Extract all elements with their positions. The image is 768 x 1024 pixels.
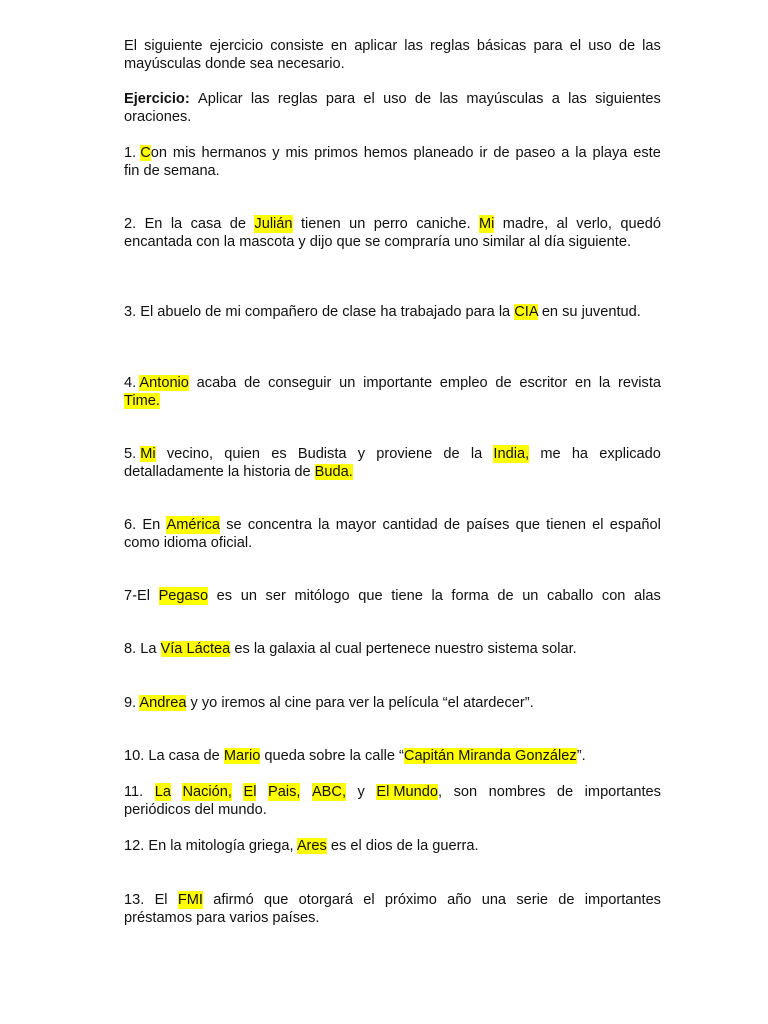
word: próximo [384, 892, 437, 908]
item-number: 1. Con [124, 145, 168, 161]
item-2-line-2: encantada con la mascota y dijo que se compraría uno similar al día siguiente. [124, 234, 632, 250]
word: mayúsculas [466, 91, 544, 107]
word: alas [634, 588, 661, 604]
word: mis [172, 145, 196, 161]
word: hemos [363, 145, 408, 161]
exercise-label: Ejercicio: [124, 91, 190, 107]
word: mis [285, 145, 309, 161]
word: paseo [515, 145, 556, 161]
word: siguientes [595, 91, 661, 107]
highlight: CIA [514, 304, 538, 320]
highlight: Vía Láctea [160, 641, 231, 657]
highlight: Nación, [182, 784, 232, 800]
intro-line-2: mayúsculas donde sea necesario. [124, 56, 345, 72]
word: consiste [270, 38, 324, 54]
word: de [493, 145, 510, 161]
word: la [431, 588, 443, 604]
word: quien [224, 446, 261, 462]
word: ser [265, 588, 286, 604]
item-11-line-2: periódicos del mundo. [124, 802, 267, 818]
word: año [447, 892, 472, 908]
word: de [443, 517, 461, 533]
highlight: Mi [140, 446, 156, 462]
highlight: América [166, 517, 220, 533]
highlight: Buda. [314, 464, 353, 480]
word: ha [571, 446, 589, 462]
word: para [325, 91, 356, 107]
word: empleo [439, 375, 488, 391]
intro-line-1 [124, 37, 661, 55]
item-number: 6. [124, 517, 137, 533]
highlight: Time. [124, 393, 160, 409]
item-1-line-2: fin de semana. [124, 163, 220, 179]
item-6-line-2: como idioma oficial. [124, 535, 253, 551]
word: casa [190, 216, 222, 232]
exercise-line-1 [124, 90, 661, 108]
word: las [439, 91, 459, 107]
highlight: Mi [478, 216, 495, 232]
highlight: FMI [177, 892, 203, 908]
item-13 [124, 891, 661, 927]
word: tiene [391, 588, 423, 604]
item-2-line-1 [124, 215, 661, 233]
word: importante [363, 375, 433, 391]
item-7 [124, 587, 661, 605]
word: reglas [430, 38, 470, 54]
word: la [598, 375, 611, 391]
item-number: 7-El [124, 588, 150, 604]
word: la [170, 216, 183, 232]
word: español [609, 517, 661, 533]
word: el [363, 91, 375, 107]
word: de [495, 375, 512, 391]
word: forma [451, 588, 489, 604]
word: un [522, 588, 539, 604]
word: en [330, 38, 348, 54]
highlight: La [154, 784, 171, 800]
word: de [229, 216, 247, 232]
word: en [574, 375, 592, 391]
item-13-line-1 [124, 891, 661, 909]
item-9 [124, 694, 661, 712]
word: al [556, 216, 568, 232]
word: que [515, 517, 540, 533]
word: En [142, 517, 161, 533]
item-number: 5. Mi [124, 446, 156, 462]
word: tienen [300, 216, 341, 232]
word: básicas [476, 38, 527, 54]
word: la [318, 517, 330, 533]
item-4-line-2 [124, 392, 661, 410]
item-6-line-1 [124, 516, 661, 534]
word: que [264, 892, 289, 908]
word: ejercicio [209, 38, 264, 54]
word: reglas [277, 91, 318, 107]
word: de [443, 446, 460, 462]
word: este [633, 145, 661, 161]
item-number: 13. [124, 892, 145, 908]
word: importantes [584, 892, 661, 908]
word: El [124, 38, 137, 54]
highlight: C [140, 145, 151, 161]
word: se [226, 517, 242, 533]
word: escritor [519, 375, 568, 391]
word: verlo, [576, 216, 612, 232]
item-13-line-2: préstamos para varios países. [124, 910, 320, 926]
word: hermanos [201, 145, 267, 161]
word: es [271, 446, 287, 462]
word: vecino, [166, 446, 214, 462]
highlight: El [243, 784, 257, 800]
item-1-line-1 [124, 144, 661, 162]
item-10-line-1: 10. La casa de Mario queda sobre la calle “Capitán Miranda González”. [124, 748, 586, 764]
word: y [357, 784, 365, 800]
item-6 [124, 516, 661, 552]
word: concentra [247, 517, 312, 533]
exercise-paragraph [124, 90, 661, 126]
word: acaba [196, 375, 237, 391]
word: perro [373, 216, 408, 232]
word: importantes [584, 784, 661, 800]
word: las [404, 38, 423, 54]
word: playa [592, 145, 628, 161]
word: países [466, 517, 510, 533]
item-11 [124, 783, 661, 819]
word: la [470, 446, 483, 462]
word: cantidad [382, 517, 438, 533]
word: el [569, 38, 582, 54]
highlight: India, [493, 446, 530, 462]
item-7-line-1 [124, 587, 661, 605]
word: que [358, 588, 383, 604]
word: y [357, 446, 366, 462]
highlight: Antonio [139, 375, 189, 391]
word: Budista [297, 446, 347, 462]
highlight: Capitán Miranda González [403, 748, 577, 764]
word: es [216, 588, 233, 604]
word: caballo [547, 588, 594, 604]
item-2 [124, 215, 661, 251]
word: para [533, 38, 563, 54]
word: conseguir [268, 375, 332, 391]
word: caniche. [416, 216, 471, 232]
word: el [363, 892, 375, 908]
item-11-line-1 [124, 783, 661, 801]
word: explicado [599, 446, 661, 462]
word: primos [314, 145, 358, 161]
word: siguiente [144, 38, 203, 54]
word: con [601, 588, 626, 604]
intro-paragraph [124, 37, 661, 73]
word: tienen [546, 517, 586, 533]
word: y [272, 145, 280, 161]
item-5-line-2: detalladamente la historia de Buda. [124, 464, 353, 480]
item-8 [124, 640, 661, 658]
word: un [349, 216, 366, 232]
word: la [575, 145, 587, 161]
word: las [568, 91, 587, 107]
word: aplicar [354, 38, 398, 54]
word: En [144, 216, 163, 232]
item-number: 4. Antonio [124, 375, 189, 391]
item-12-line-1: 12. En la mitología griega, Ares es el dios de la guerra. [124, 838, 479, 854]
word: uso [588, 38, 612, 54]
highlight: Andrea [139, 695, 187, 711]
exercise-line-2: oraciones. [124, 109, 192, 125]
highlight-group: El Mundo, [376, 784, 443, 800]
word: de [558, 892, 575, 908]
word: ir [479, 145, 488, 161]
item-12 [124, 837, 661, 855]
word: mayor [335, 517, 377, 533]
highlight: El Mundo [376, 784, 438, 800]
word: a [561, 145, 570, 161]
word: un [240, 588, 257, 604]
word: quedó [620, 216, 661, 232]
item-3-line-1: 3. El abuelo de mi compañero de clase ha trabajado para la CIA en su juventud. [124, 304, 641, 320]
highlight: Ares [296, 838, 327, 854]
item-number: 2. [124, 216, 137, 232]
word: El [154, 892, 168, 908]
item-4 [124, 374, 661, 410]
word: las [642, 38, 661, 54]
word: revista [618, 375, 661, 391]
word: proviene [376, 446, 433, 462]
item-5-line-1 [124, 445, 661, 463]
word: otorgará [298, 892, 354, 908]
word: afirmó [213, 892, 254, 908]
item-8-line-1: 8. La Vía Láctea es la galaxia al cual pertenece nuestro sistema solar. [124, 641, 577, 657]
item-number: 11. [124, 784, 144, 800]
highlight: Julián [254, 216, 293, 232]
item-9-line-1: 9. Andrea y yo iremos al cine para ver la película “el atardecer”. [124, 695, 534, 711]
word: un [339, 375, 356, 391]
word: de [556, 784, 574, 800]
word: de [414, 91, 432, 107]
word: nombres [488, 784, 546, 800]
word: el [592, 517, 604, 533]
word: de [497, 588, 514, 604]
item-1 [124, 144, 661, 180]
highlight: Pais, [267, 784, 301, 800]
item-10 [124, 747, 661, 765]
highlight: ABC, [311, 784, 347, 800]
word: mitólogo [294, 588, 350, 604]
word: madre, [502, 216, 549, 232]
item-5 [124, 445, 661, 481]
word: me [540, 446, 561, 462]
item-3 [124, 303, 661, 321]
word: a [551, 91, 560, 107]
word: uso [383, 91, 407, 107]
word: son [453, 784, 478, 800]
highlight: Mario [223, 748, 261, 764]
word: una [481, 892, 507, 908]
word: serie [516, 892, 548, 908]
highlight: Pegaso [158, 588, 209, 604]
word: las [250, 91, 270, 107]
word: planeado [413, 145, 474, 161]
word: de [618, 38, 636, 54]
word: Aplicar [198, 91, 243, 107]
item-4-line-1 [124, 374, 661, 392]
word: de [244, 375, 261, 391]
